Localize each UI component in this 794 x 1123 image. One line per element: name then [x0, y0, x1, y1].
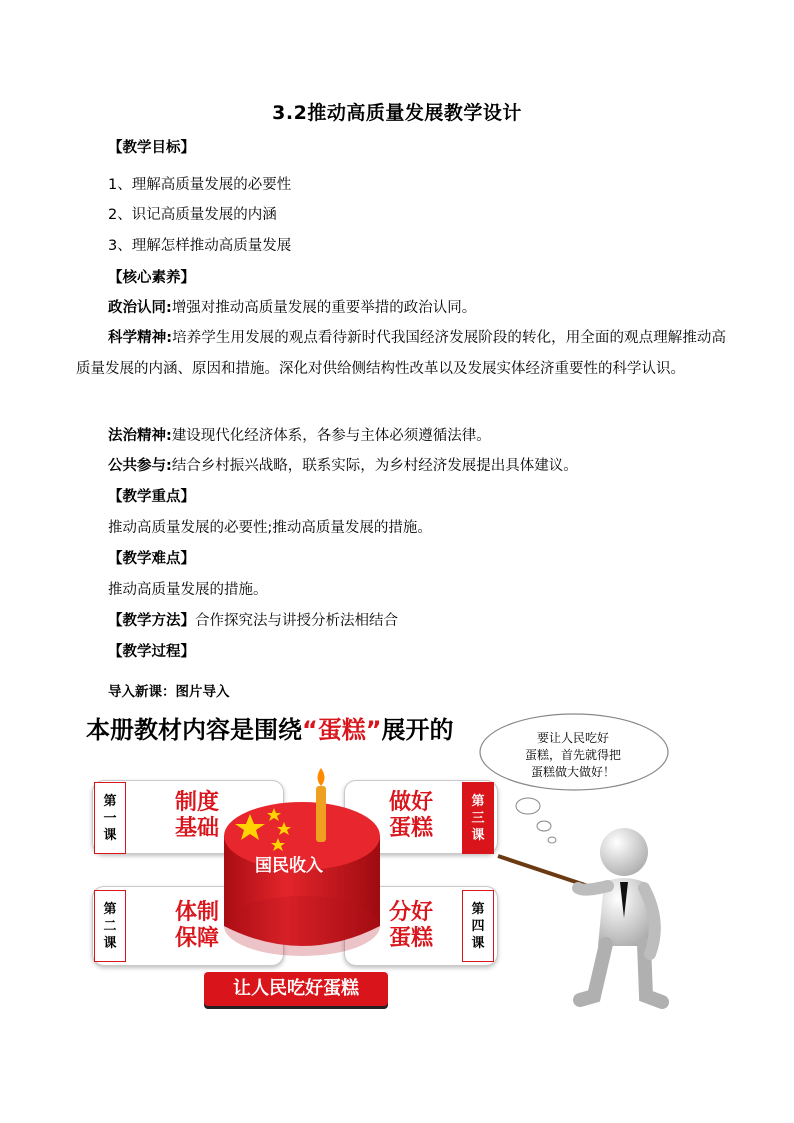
lesson-caption-3: 做好 蛋糕	[388, 790, 433, 841]
objective-item: 3、理解怎样推动高质量发展	[108, 238, 292, 254]
presenter-figure-icon	[494, 826, 694, 1016]
lesson-caption-4: 分好 蛋糕	[388, 900, 433, 951]
lesson-tab-3: 第 三 课	[462, 782, 494, 854]
intro-label: 导入新课：图片导入	[108, 684, 230, 700]
cake-label: 国民收入	[255, 856, 323, 876]
objective-item: 2、识记高质量发展的内涵	[108, 207, 277, 223]
literacy-item-political: 政治认同:增强对推动高质量发展的重要举措的政治认同。	[108, 300, 477, 316]
process-header: 【教学过程】	[108, 644, 195, 660]
key-points-text: 推动高质量发展的必要性;推动高质量发展的措施。	[108, 520, 432, 536]
figure-banner: 让人民吃好蛋糕	[204, 972, 388, 1006]
lesson-tab-1: 第 一 课	[94, 782, 126, 854]
lesson-tab-4: 第 四 课	[462, 890, 494, 962]
cake-infographic	[76, 708, 716, 1018]
objectives-header: 【教学目标】	[108, 140, 195, 156]
literacy-item-participation: 公共参与:结合乡村振兴战略，联系实际，为乡村经济发展提出具体建议。	[108, 458, 578, 474]
lesson-caption-2: 体制 保障	[174, 900, 219, 951]
difficulties-header: 【教学难点】	[108, 551, 195, 567]
lesson-tab-2: 第 二 课	[94, 890, 126, 962]
method-line: 【教学方法】合作探究法与讲授分析法相结合	[108, 613, 398, 629]
document-title: 3.2推动高质量发展教学设计	[272, 102, 522, 124]
literacy-item-law: 法治精神:建设现代化经济体系，各参与主体必须遵循法律。	[108, 428, 491, 444]
figure-title: 本册教材内容是围绕“蛋糕”展开的	[86, 716, 454, 744]
literacy-header: 【核心素养】	[108, 270, 195, 286]
lesson-caption-1: 制度 基础	[174, 790, 219, 841]
literacy-item-science: 科学精神:培养学生用发展的观点看待新时代我国经济发展阶段的转化，用全面的观点理解推动高质量发展的内涵、原因和措施。深化对供给侧结构性改革以及发展实体经济重要性的科学认识。	[76, 330, 726, 377]
key-points-header: 【教学重点】	[108, 489, 195, 505]
thought-bubble-text: 要让人民吃好 蛋糕，首先就得把 蛋糕做大做好！	[524, 731, 621, 779]
objective-item: 1、理解高质量发展的必要性	[108, 177, 292, 193]
difficulties-text: 推动高质量发展的措施。	[108, 582, 268, 598]
